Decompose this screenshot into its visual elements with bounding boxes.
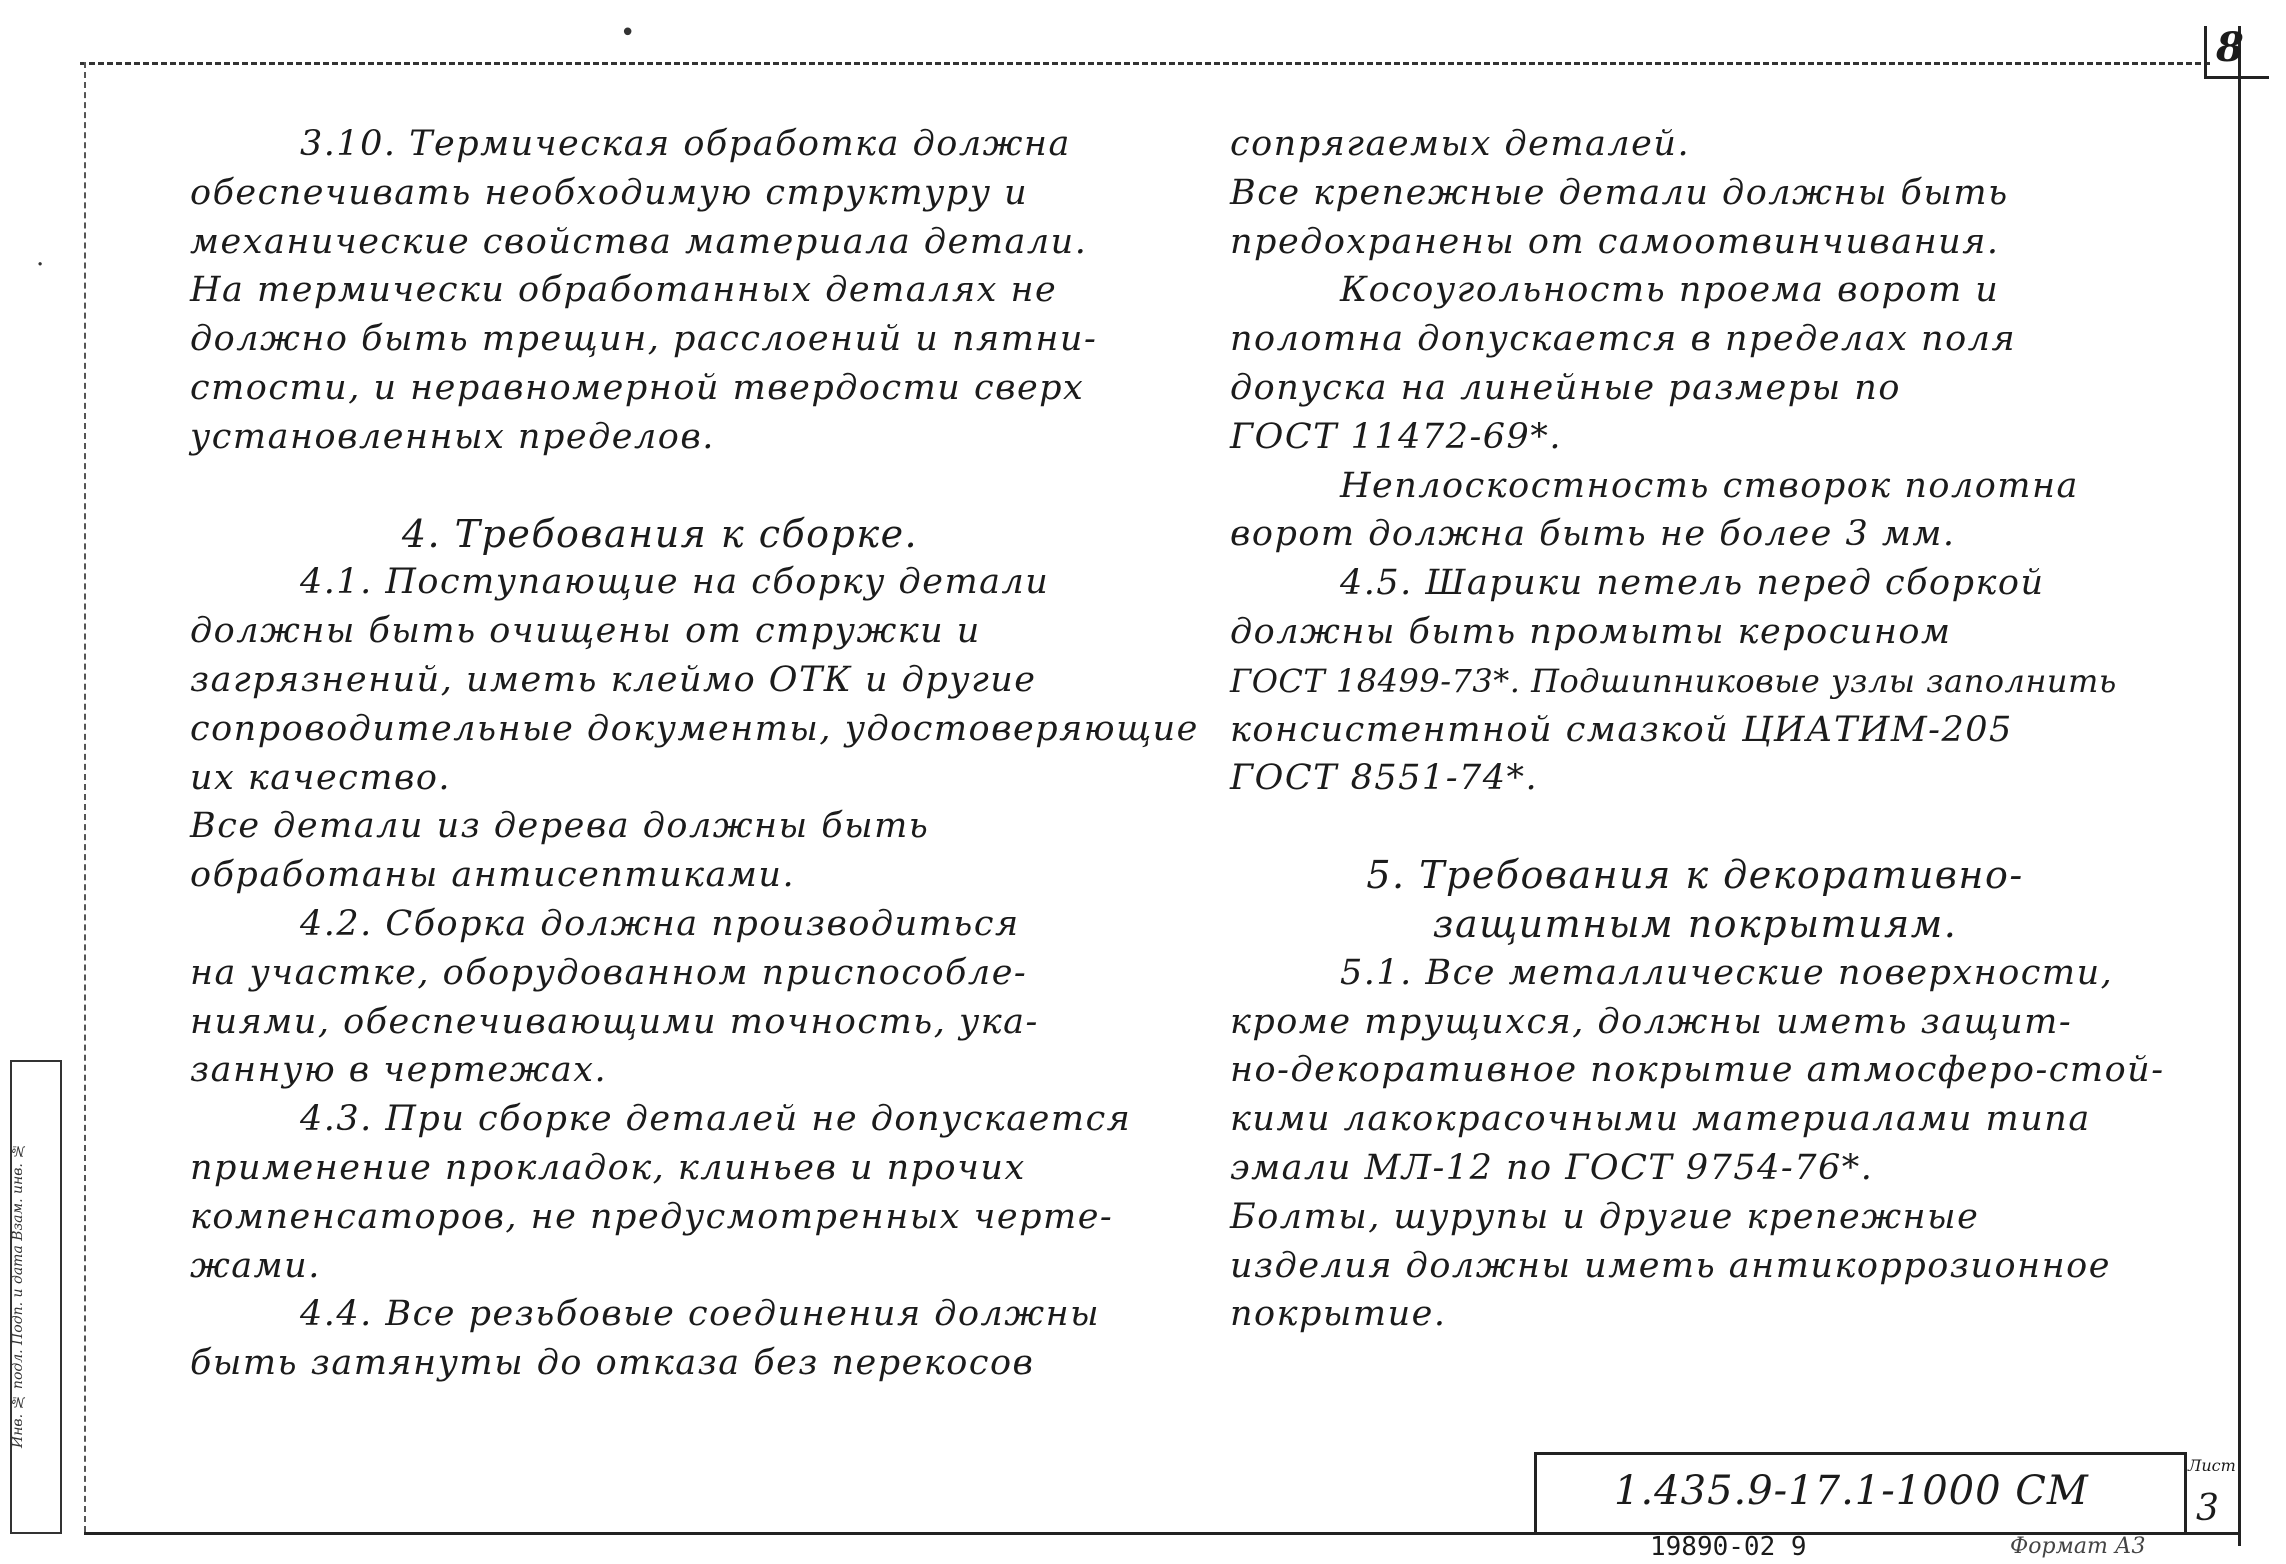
side-stamp-text: Инв. № подл. Подп. и дата Взам. инв. № — [10, 1142, 26, 1448]
sheet-number: 8 — [2216, 24, 2244, 71]
left-text-column — [190, 120, 1199, 1388]
text-line: ГОСТ 8551-74*. — [1230, 758, 1539, 799]
text-line: на участке, оборудованном приспособле- — [190, 952, 1028, 993]
text-line: жами. — [190, 1245, 321, 1286]
text-line: загрязнений, иметь клеймо ОТК и другие — [190, 659, 1037, 700]
scan-mark: · — [36, 250, 45, 280]
spacer — [190, 462, 1130, 510]
frame-right-line — [2238, 26, 2241, 1546]
text-line: ГОСТ 18499-73*. Подшипниковые узлы заполнить — [1230, 661, 2117, 700]
section-4-title: 4. Требования к сборке. — [401, 511, 919, 556]
text-line: должно быть трещин, расслоений и пятни- — [190, 319, 1098, 360]
text-line: кроме трущихся, должны иметь защит- — [1230, 1001, 2073, 1042]
text-line: быть затянуты до отказа без перекосов — [190, 1343, 1035, 1384]
frame-left-line — [84, 62, 86, 1532]
text-line: 3.10. Термическая обработка должна — [300, 124, 1071, 164]
text-line: эмали МЛ-12 по ГОСТ 9754-76*. — [1230, 1147, 1874, 1188]
text-line: ГОСТ 11472-69*. — [1230, 416, 1562, 457]
text-line: консистентной смазкой ЦИАТИМ-205 — [1230, 709, 2013, 750]
text-line: полотна допускается в пределах поля — [1230, 319, 2017, 360]
text-line: механические свойства материала детали. — [190, 221, 1088, 262]
sheet-list-label: Лист — [2188, 1456, 2236, 1475]
text-line: 5.1. Все металлические поверхности, — [1340, 952, 2114, 993]
text-line: компенсаторов, не предусмотренных черте- — [190, 1196, 1114, 1237]
text-line: должны быть очищены от стружки и — [190, 611, 981, 652]
text-line: должны быть промыты керосином — [1230, 611, 1952, 652]
text-line: ворот должна быть не более 3 мм. — [1230, 514, 1956, 555]
text-line: Все детали из дерева должны быть — [190, 806, 930, 847]
text-line: обработаны антисептиками. — [190, 855, 796, 896]
text-line: Все крепежные детали должны быть — [1230, 172, 2009, 213]
section-5-title: 5. Требования к декоративно- — [1366, 853, 2024, 898]
text-line: 4.3. При сборке деталей не допускается — [300, 1099, 1132, 1140]
frame-top-line — [80, 62, 2210, 65]
document-code: 1.435.9-17.1-1000 СМ — [1614, 1468, 2089, 1514]
text-line: стости, и неравномерной твердости сверх — [190, 367, 1085, 408]
text-line: покрытие. — [1230, 1294, 1447, 1335]
text-line: но-декоративное покрытие атмосферо-стой- — [1230, 1050, 2165, 1091]
scan-mark: • — [620, 18, 636, 48]
text-line: занную в чертежах. — [190, 1050, 608, 1091]
format-label: Формат А3 — [2010, 1534, 2146, 1559]
text-line: Неплоскостность створок полотна — [1340, 465, 2079, 506]
text-line: сопрягаемых деталей. — [1230, 124, 1691, 164]
text-line: ниями, обеспечивающими точность, ука- — [190, 1001, 1039, 1042]
text-line: их качество. — [190, 757, 452, 798]
text-line: установленных пределов. — [190, 416, 715, 457]
text-line: применение прокладок, клиньев и прочих — [190, 1147, 1026, 1188]
text-line: сопроводительные документы, удостоверяющие — [190, 708, 1199, 749]
text-line: 4.5. Шарики петель перед сборкой — [1340, 563, 2045, 604]
sheet-list-value: 3 — [2196, 1488, 2219, 1529]
text-line: обеспечивать необходимую структуру и — [190, 172, 1029, 213]
text-line: допуска на линейные размеры по — [1230, 367, 1901, 408]
text-line: На термически обработанных деталях не — [190, 270, 1058, 311]
section-5-title-cont: защитным покрытиям. — [1432, 901, 1958, 946]
archive-number: 19890-02 9 — [1650, 1532, 1807, 1562]
text-line: 4.2. Сборка должна производиться — [300, 903, 1020, 944]
text-line: кими лакокрасочными материалами типа — [1230, 1099, 2091, 1140]
spacer — [1230, 803, 2160, 851]
text-line: Косоугольность проема ворот и — [1340, 270, 2000, 311]
text-line: 4.4. Все резьбовые соединения должны — [300, 1294, 1101, 1335]
right-text-column — [1230, 120, 2165, 1339]
text-line: предохранены от самоотвинчивания. — [1230, 221, 2000, 262]
text-line: Болты, шурупы и другие крепежные — [1230, 1196, 1980, 1237]
text-line: 4.1. Поступающие на сборку детали — [300, 562, 1050, 603]
text-line: изделия должны иметь антикоррозионное — [1230, 1245, 2111, 1286]
